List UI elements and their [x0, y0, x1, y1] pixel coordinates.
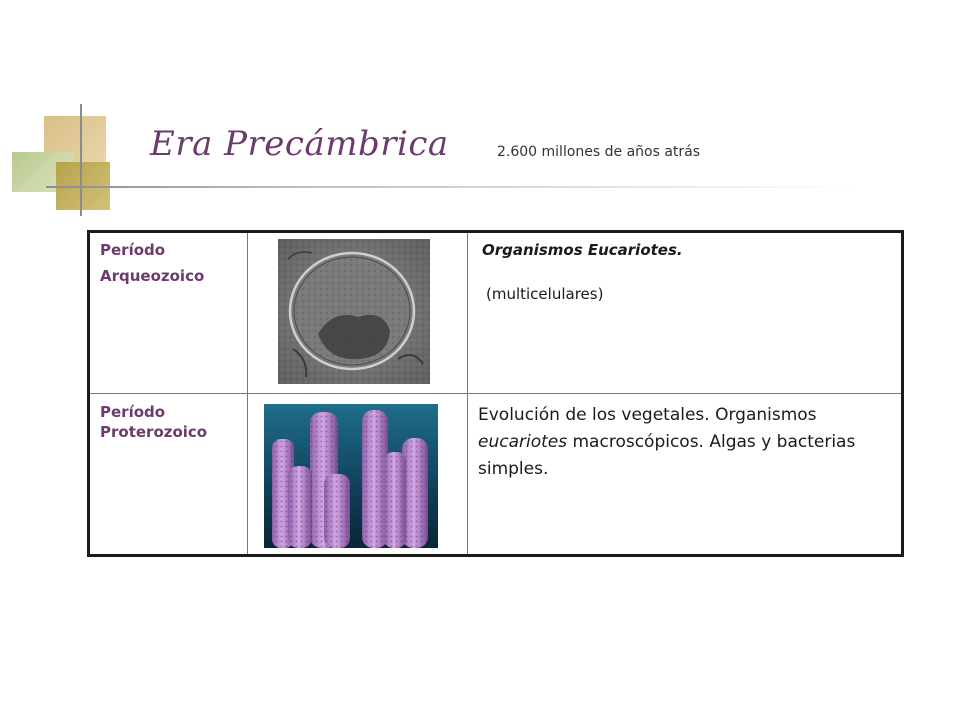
- periods-table: [87, 230, 904, 557]
- slide-subtitle: 2.600 millones de años atrás: [497, 144, 701, 160]
- description-text: [468, 394, 901, 483]
- period-cell: [89, 394, 248, 556]
- table-row: [89, 394, 903, 556]
- description-cell: [468, 232, 903, 394]
- slide-title: Era Precámbrica: [150, 124, 449, 164]
- sponges-svg: [264, 404, 438, 548]
- period-cell: [89, 232, 248, 394]
- image-cell: [248, 232, 468, 394]
- description-text-italic: eucariotes: [478, 432, 568, 452]
- image-cell: [248, 394, 468, 556]
- table-row: [89, 232, 903, 394]
- period-label: Período Arqueozoico: [100, 241, 205, 285]
- decor-line-vertical: [80, 104, 82, 216]
- period-label: Período Proterozoico: [100, 403, 208, 441]
- description-title: Organismos Eucariotes.: [482, 241, 683, 259]
- description-text-part1: Evolución de los vegetales. Organismos: [478, 405, 817, 425]
- description-cell: [468, 394, 903, 556]
- decor-line-horizontal: [46, 186, 856, 188]
- cell-micrograph-svg: [278, 239, 430, 384]
- description-text-part2: macroscópicos. Algas y bacterias simples.: [478, 432, 856, 479]
- description-subtext: (multicelulares): [486, 285, 604, 303]
